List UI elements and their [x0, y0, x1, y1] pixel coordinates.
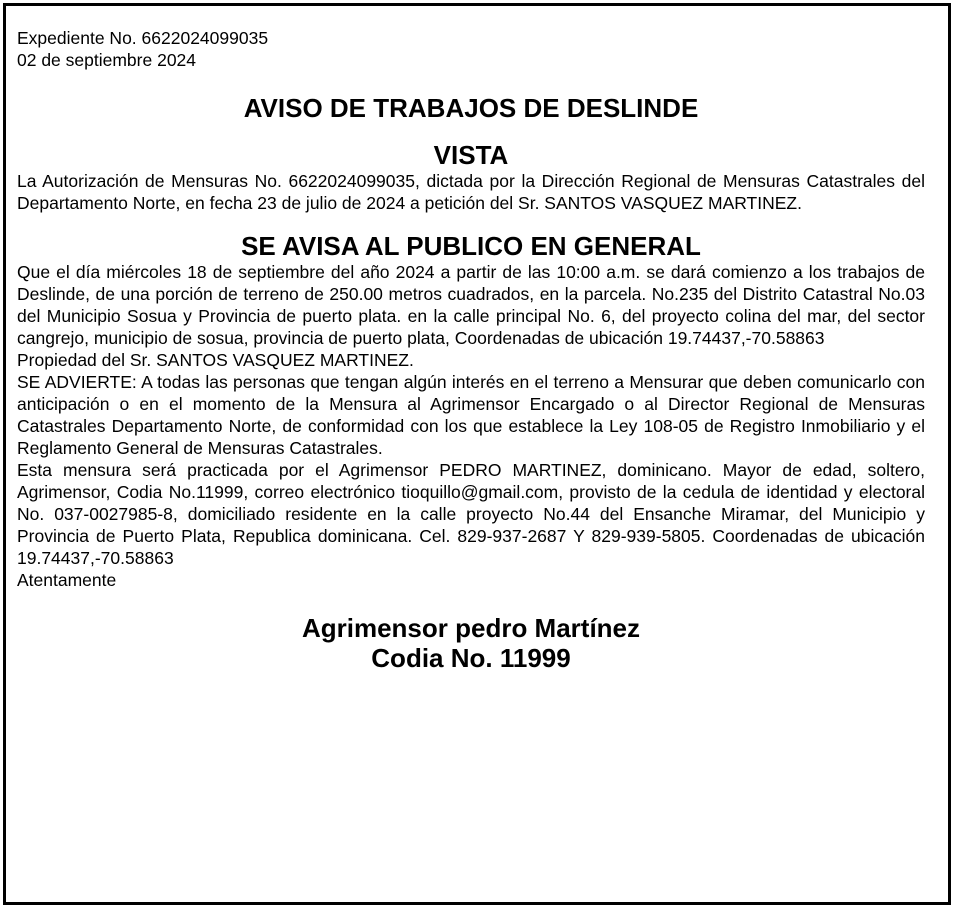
signature-block [17, 613, 925, 673]
notice-title: AVISO DE TRABAJOS DE DESLINDE [243, 93, 699, 123]
intro-paragraph: La Autorización de Mensuras No. 6622024099035, dictada por la Dirección Regional de Mensuras Catastrales del Departamento Norte, en fecha 23 de julio de 2024 a petición del Sr. SANTOS VASQUEZ MARTINEZ. [17, 171, 925, 213]
header-meta [17, 27, 925, 71]
closing-text: Atentamente [17, 570, 117, 590]
notice-date: 02 de septiembre 2024 [17, 50, 197, 70]
owner-line: Propiedad del Sr. SANTOS VASQUEZ MARTINEZ. [17, 350, 414, 370]
signature-name: Agrimensor pedro Martínez [301, 613, 641, 643]
schedule-paragraph: Que el día miércoles 18 de septiembre del año 2024 a partir de las 10:00 a.m. se dará comienzo a los trabajos de Deslinde, de una porción de terreno de 250.00 metros cuadrados, en la parcela. No.235 del Distrito Catastral No.03 del Municipio Sosua y Provincia de puerto plata. en la calle principal No. 6, del proyecto colina del mar, del sector cangrejo, municipio de sosua, provincia de puerto plata, Coordenadas de ubicación 19.74437,-70.58863 [17, 262, 925, 348]
warning-paragraph: SE ADVIERTE: A todas las personas que tengan algún interés en el terreno a Mensurar que deben comunicarlo con anticipación o en el momento de la Mensura al Agrimensor Encargado o al Director Regional de Mensuras Catastrales Departamento Norte, de conformidad con los que establece la Ley 108-05 de Registro Inmobiliario y el Reglamento General de Mensuras Catastrales. [17, 372, 925, 458]
notice-document [17, 27, 925, 673]
signature-codia: Codia No. 11999 [371, 643, 571, 673]
surveyor-paragraph: Esta mensura será practicada por el Agrimensor PEDRO MARTINEZ, dominicano. Mayor de edad, soltero, Agrimensor, Codia No.11999, correo electrónico tioquillo@gmail.com, provisto de la cedula de identidad y electoral No. 037-0027985-8, domiciliado residente en la calle proyecto No.44 del Ensanche Miramar, del Municipio y Provincia de Puerto Plata, Republica dominicana. Cel. 829-937-2687 Y 829-939-5805. Coordenadas de ubicación 19.74437,-70.58863 [17, 460, 925, 568]
expediente-number: Expediente No. 6622024099035 [17, 28, 269, 48]
notice-subtitle: VISTA [433, 140, 509, 170]
notice-heading: SE AVISA AL PUBLICO EN GENERAL [241, 231, 701, 261]
